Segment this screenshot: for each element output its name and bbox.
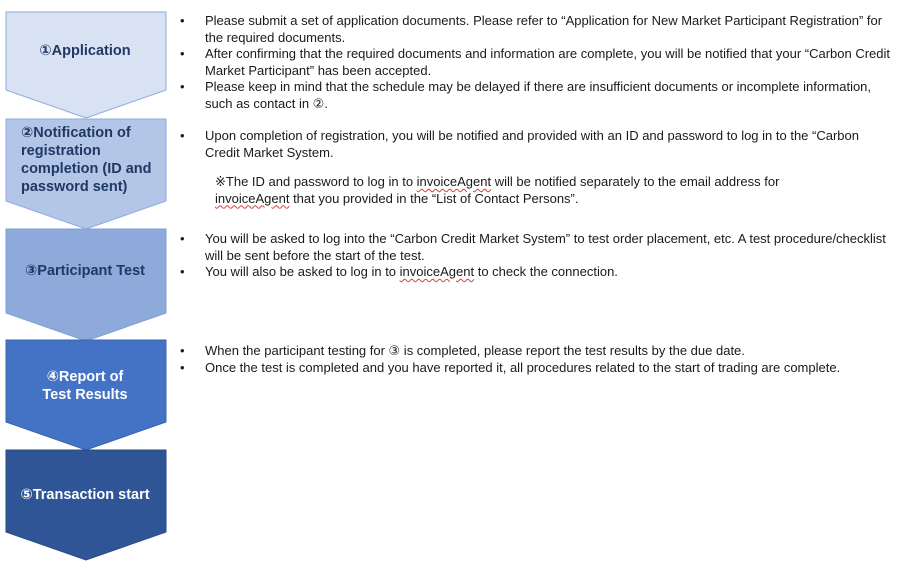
step-3-label: ③Participant Test <box>25 263 145 279</box>
bullet-dot: • <box>180 359 185 375</box>
step-2-notification <box>6 119 166 229</box>
step-3-participant-test <box>6 229 166 341</box>
step-1-bullet-3 <box>180 79 895 112</box>
bullet-dot: • <box>180 79 185 94</box>
step-5-transaction-start <box>6 450 166 562</box>
note-text: that you provided in the “List of Contact Persons”. <box>289 190 579 206</box>
step-3-bullet-2 <box>180 264 895 281</box>
bullet-text: Please submit a set of application documents. Please refer to “Application for New Market Participant Registration” for the required documents. <box>205 13 883 45</box>
bullet-text: After confirming that the required documents and information are complete, you will be notified that your “Carbon Credit Market Participant” has been accepted. <box>205 46 891 78</box>
step-3-description <box>180 231 895 281</box>
step-1-label: ①Application <box>39 43 131 59</box>
step-5-label: ⑤Transaction start <box>20 487 150 503</box>
bullet-text: Upon completion of registration, you will be notified and provided with an ID and password to log in to the “Carbon Credit Market System. <box>205 128 859 160</box>
step-2-description <box>180 128 895 220</box>
bullet-dot: • <box>180 343 185 358</box>
step-3-bullet-1 <box>180 231 895 264</box>
bullet-text: You will also be asked to log in to <box>205 264 400 279</box>
step-4-bullet-2 <box>180 360 895 377</box>
bullet-dot: • <box>180 264 185 279</box>
step-4-description <box>180 343 895 376</box>
bullet-text: Please keep in mind that the schedule may be delayed if there are insufficient documents or incomplete information, such as contact in ②. <box>205 79 872 111</box>
step-4-label: ④Report of Test Results <box>42 369 128 403</box>
step-4-report-results <box>6 340 166 450</box>
note-text: will be notified separately to the email address for <box>491 174 780 189</box>
step-2-bullet-1 <box>180 128 895 161</box>
bullet-text: You will be asked to log into the “Carbon Credit Market System” to test order placement, etc. A test procedure/checklist will be sent before the start of the test. <box>205 231 886 263</box>
step-4-bullet-1 <box>180 343 895 360</box>
step-2-note <box>180 174 895 207</box>
bullet-dot: • <box>180 128 185 143</box>
step-2-label: ②Notification of registration completion (ID and password sent) <box>21 125 152 195</box>
bullet-text: Once the test is completed and you have reported it, all procedures related to the start of trading are complete. <box>205 359 841 375</box>
bullet-text: When the participant testing for ③ is completed, please report the test results by the due date. <box>205 343 745 358</box>
invoiceagent-term: invoiceAgent <box>399 264 475 279</box>
step-1-bullet-1 <box>180 13 895 46</box>
bullet-dot: • <box>180 46 185 61</box>
invoiceagent-term: invoiceAgent <box>215 190 290 206</box>
bullet-dot: • <box>180 13 185 28</box>
note-text: ※The ID and password to log in to <box>215 174 417 189</box>
invoiceagent-term: invoiceAgent <box>416 174 492 189</box>
step-1-description <box>180 13 895 112</box>
step-1-bullet-2 <box>180 46 895 79</box>
bullet-dot: • <box>180 231 185 246</box>
step-1-application <box>6 12 166 120</box>
bullet-text: to check the connection. <box>474 264 618 279</box>
